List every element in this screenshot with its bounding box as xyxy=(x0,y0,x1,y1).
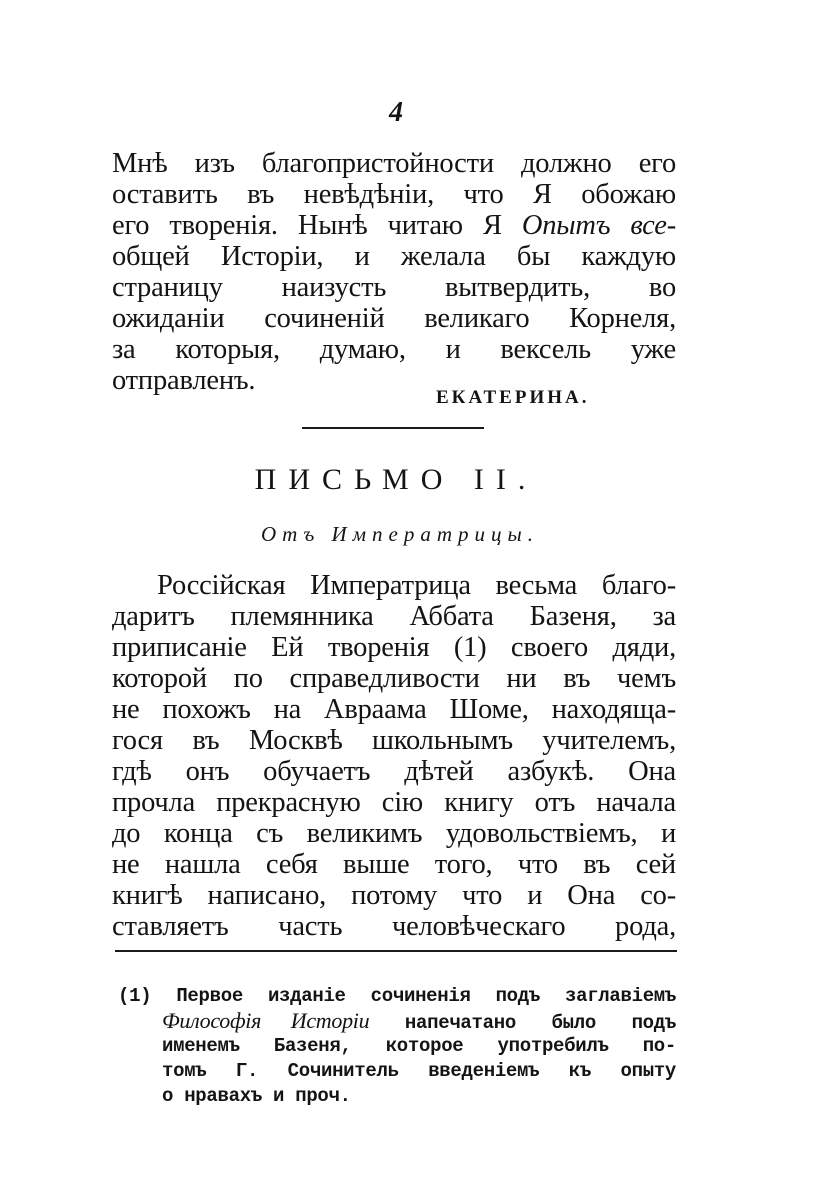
text-line: страницу наизусть вытвердить, во xyxy=(112,272,676,303)
text-line: приписаніе Ей творенія (1) своего дяди, xyxy=(112,632,676,663)
footnote-text: Первое изданіе сочиненія подъ заглавіемъ xyxy=(176,985,677,1007)
footnote-line xyxy=(118,983,676,1009)
signature: ЕКАТЕРИНА. xyxy=(436,387,590,408)
text-line: книгѣ написано, потому что и Она со- xyxy=(112,880,676,911)
text-line: до конца съ великимъ удовольствіемъ, и xyxy=(112,818,676,849)
text-line: которой по справедливости ни въ чемъ xyxy=(112,663,676,694)
section-divider xyxy=(302,427,484,429)
text-line: ставляетъ часть человѣческаго рода, xyxy=(112,911,676,942)
letter-subtitle: Отъ Императрицы. xyxy=(260,522,539,546)
footnote-line: именемъ Базеня, которое употребилъ по- xyxy=(162,1035,676,1057)
text-line: гдѣ онъ обучаетъ дѣтей азбукѣ. Она xyxy=(112,756,676,787)
text-line-start: его творенія. Нынѣ читаю Я xyxy=(112,210,502,241)
text-line: Мнѣ изъ благопристойности должно его xyxy=(112,148,676,179)
footnote-divider xyxy=(115,950,677,952)
footnote-text: напечатано было подъ xyxy=(404,1012,676,1034)
page-number: 4 xyxy=(389,97,403,128)
text-line: не нашла себя выше того, что въ сей xyxy=(112,849,676,880)
letter-title: ПИСЬМО II. xyxy=(254,463,538,496)
text-line xyxy=(112,210,676,242)
footnote-line: томъ Г. Сочинитель введеніемъ къ опыту xyxy=(162,1060,676,1082)
text-line: оставить въ невѣдѣніи, что Я обожаю xyxy=(112,179,676,210)
footnote-marker: (1) xyxy=(118,985,152,1007)
text-line: гося въ Москвѣ школьнымъ учителемъ, xyxy=(112,725,676,756)
text-line: Россійская Императрица весьма благо- xyxy=(157,570,676,601)
text-line: ожиданіи сочиненій великаго Корнеля, xyxy=(112,303,676,334)
text-line: не похожъ на Авраама Шоме, находяща- xyxy=(112,694,676,725)
text-line: общей Исторіи, и желала бы каждую xyxy=(112,241,676,272)
footnote-line: о нравахъ и проч. xyxy=(162,1085,351,1107)
text-line: даритъ племянника Аббата Базеня, за xyxy=(112,601,676,632)
text-line: за которыя, думаю, и вексель уже xyxy=(112,334,676,365)
footnote-line xyxy=(162,1008,676,1036)
text-line: отправленъ. xyxy=(112,365,256,396)
book-title-italic: Философія Исторіи xyxy=(162,1008,370,1033)
book-title-italic: Опытъ все- xyxy=(521,210,676,241)
text-line: прочла прекрасную сію книгу отъ начала xyxy=(112,787,676,818)
